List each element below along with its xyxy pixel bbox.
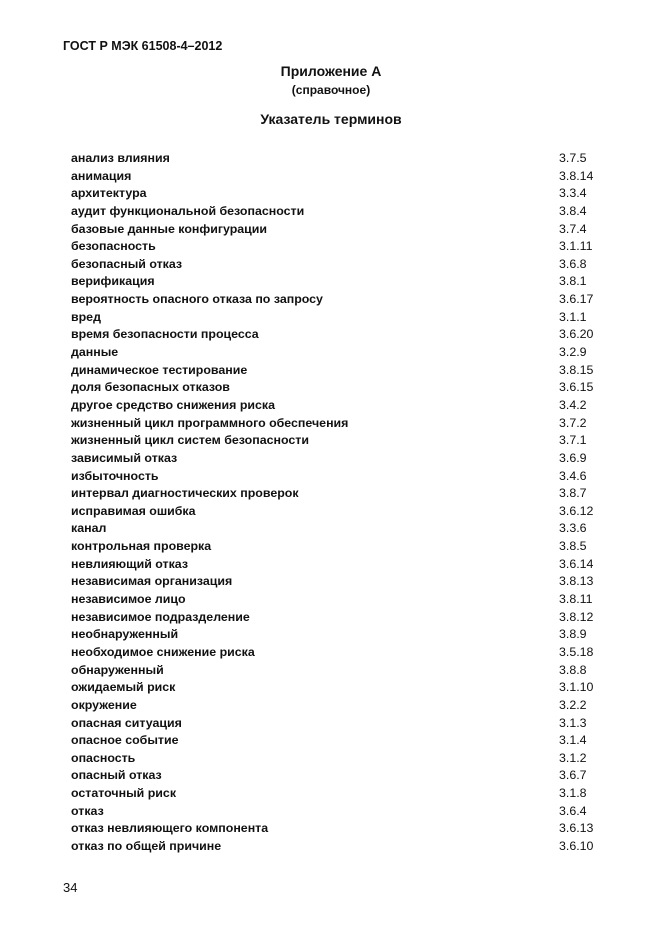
term-reference: 3.5.18 [559,644,594,659]
term-name: обнаруженный [71,662,164,677]
term-name: ожидаемый риск [71,680,176,695]
term-reference: 3.6.15 [559,380,594,395]
term-row [71,185,611,203]
term-row [71,644,611,662]
term-reference: 3.1.8 [559,786,587,801]
term-reference: 3.8.15 [559,362,594,377]
term-row [71,609,611,627]
term-row [71,415,611,433]
term-reference: 3.2.9 [559,345,587,360]
term-reference: 3.8.1 [559,274,587,289]
term-row [71,538,611,556]
term-name: интервал диагностических проверок [71,486,299,501]
term-row [71,362,611,380]
term-name: избыточность [71,468,159,483]
term-name: архитектура [71,186,147,201]
term-reference: 3.8.14 [559,168,594,183]
term-reference: 3.6.14 [559,556,594,571]
term-row [71,573,611,591]
index-heading: Указатель терминов [260,111,402,127]
term-reference: 3.7.1 [559,433,587,448]
term-name: время безопасности процесса [71,327,259,342]
term-name: другое средство снижения риска [71,397,275,412]
term-row [71,168,611,186]
term-row [71,503,611,521]
term-name: базовые данные конфигурации [71,221,268,236]
term-reference: 3.1.1 [559,309,587,324]
term-name: независимое подразделение [71,609,250,624]
term-reference: 3.7.2 [559,415,587,430]
term-name: опасная ситуация [71,715,182,730]
term-name: остаточный риск [71,786,177,801]
term-name: анализ влияния [71,151,170,165]
term-row [71,785,611,803]
term-name: аудит функциональной безопасности [71,203,305,218]
term-reference: 3.6.4 [559,803,587,818]
term-row [71,432,611,450]
term-row [71,679,611,697]
term-reference: 3.6.7 [559,768,587,783]
term-name: данные [71,345,119,360]
term-name: динамическое тестирование [71,362,248,377]
term-reference: 3.7.5 [559,151,587,165]
term-row [71,715,611,733]
term-name: жизненный цикл систем безопасности [71,433,309,448]
term-row [71,238,611,256]
term-row [71,662,611,680]
term-row [71,450,611,468]
term-name: исправимая ошибка [71,503,196,518]
term-reference: 3.3.4 [559,186,587,201]
term-reference: 3.6.17 [559,292,594,307]
term-row [71,626,611,644]
term-row [71,732,611,750]
term-name: независимое лицо [71,592,186,607]
term-row [71,203,611,221]
term-name: верификация [71,274,155,289]
term-name: невлияющий отказ [71,556,188,571]
term-reference: 3.6.8 [559,256,587,271]
term-name: вероятность опасного отказа по запросу [71,292,323,307]
term-name: независимая организация [71,574,233,589]
term-reference: 3.8.5 [559,539,587,554]
term-name: опасное событие [71,733,179,748]
term-name: зависимый отказ [71,450,178,465]
term-row [71,803,611,821]
term-reference: 3.8.7 [559,486,587,501]
term-reference: 3.1.2 [559,750,587,765]
term-reference: 3.8.8 [559,662,587,677]
term-name: анимация [71,168,132,183]
term-reference: 3.4.2 [559,397,587,412]
term-reference: 3.6.12 [559,503,594,518]
term-name: жизненный цикл программного обеспечения [71,415,349,430]
term-row [71,697,611,715]
term-reference: 3.6.20 [559,327,594,342]
term-row [71,820,611,838]
document-code: ГОСТ Р МЭК 61508-4–2012 [63,39,223,53]
term-row [71,221,611,239]
term-reference: 3.1.10 [559,680,594,695]
term-row [71,520,611,538]
term-index-list [71,150,611,856]
term-name: отказ невлияющего компонента [71,821,269,836]
term-name: необнаруженный [71,627,179,642]
term-row [71,256,611,274]
term-row [71,291,611,309]
term-reference: 3.6.13 [559,821,594,836]
term-reference: 3.8.12 [559,609,594,624]
annex-title: Приложение А [280,63,382,79]
term-reference: 3.6.10 [559,838,594,853]
term-reference: 3.8.4 [559,203,587,218]
term-name: контрольная проверка [71,539,212,554]
term-row [71,485,611,503]
term-row [71,468,611,486]
term-name: безопасность [71,239,156,254]
term-row [71,556,611,574]
term-name: вред [71,309,101,324]
term-row [71,591,611,609]
term-reference: 3.2.2 [559,697,587,712]
term-reference: 3.6.9 [559,450,587,465]
term-reference: 3.8.13 [559,574,594,589]
term-reference: 3.3.6 [559,521,587,536]
term-row [71,344,611,362]
term-row [71,326,611,344]
term-name: безопасный отказ [71,256,183,271]
term-reference: 3.1.4 [559,733,587,748]
term-row [71,838,611,856]
term-name: необходимое снижение риска [71,644,255,659]
term-reference: 3.8.11 [559,592,593,607]
term-row [71,767,611,785]
annex-subtitle: (справочное) [291,83,371,97]
term-row [71,750,611,768]
term-row [71,309,611,327]
term-name: канал [71,521,107,536]
term-reference: 3.8.9 [559,627,587,642]
term-reference: 3.4.6 [559,468,587,483]
term-name: отказ [71,803,104,818]
term-row [71,379,611,397]
term-name: опасность [71,750,136,765]
page-number: 34 [63,880,78,895]
term-row [71,273,611,291]
term-reference: 3.7.4 [559,221,587,236]
term-reference: 3.1.11 [559,239,593,254]
term-reference: 3.1.3 [559,715,587,730]
term-row [71,397,611,415]
term-name: опасный отказ [71,768,162,783]
term-name: доля безопасных отказов [71,380,230,395]
term-name: окружение [71,697,137,712]
term-name: отказ по общей причине [71,838,222,853]
term-row [71,150,611,168]
